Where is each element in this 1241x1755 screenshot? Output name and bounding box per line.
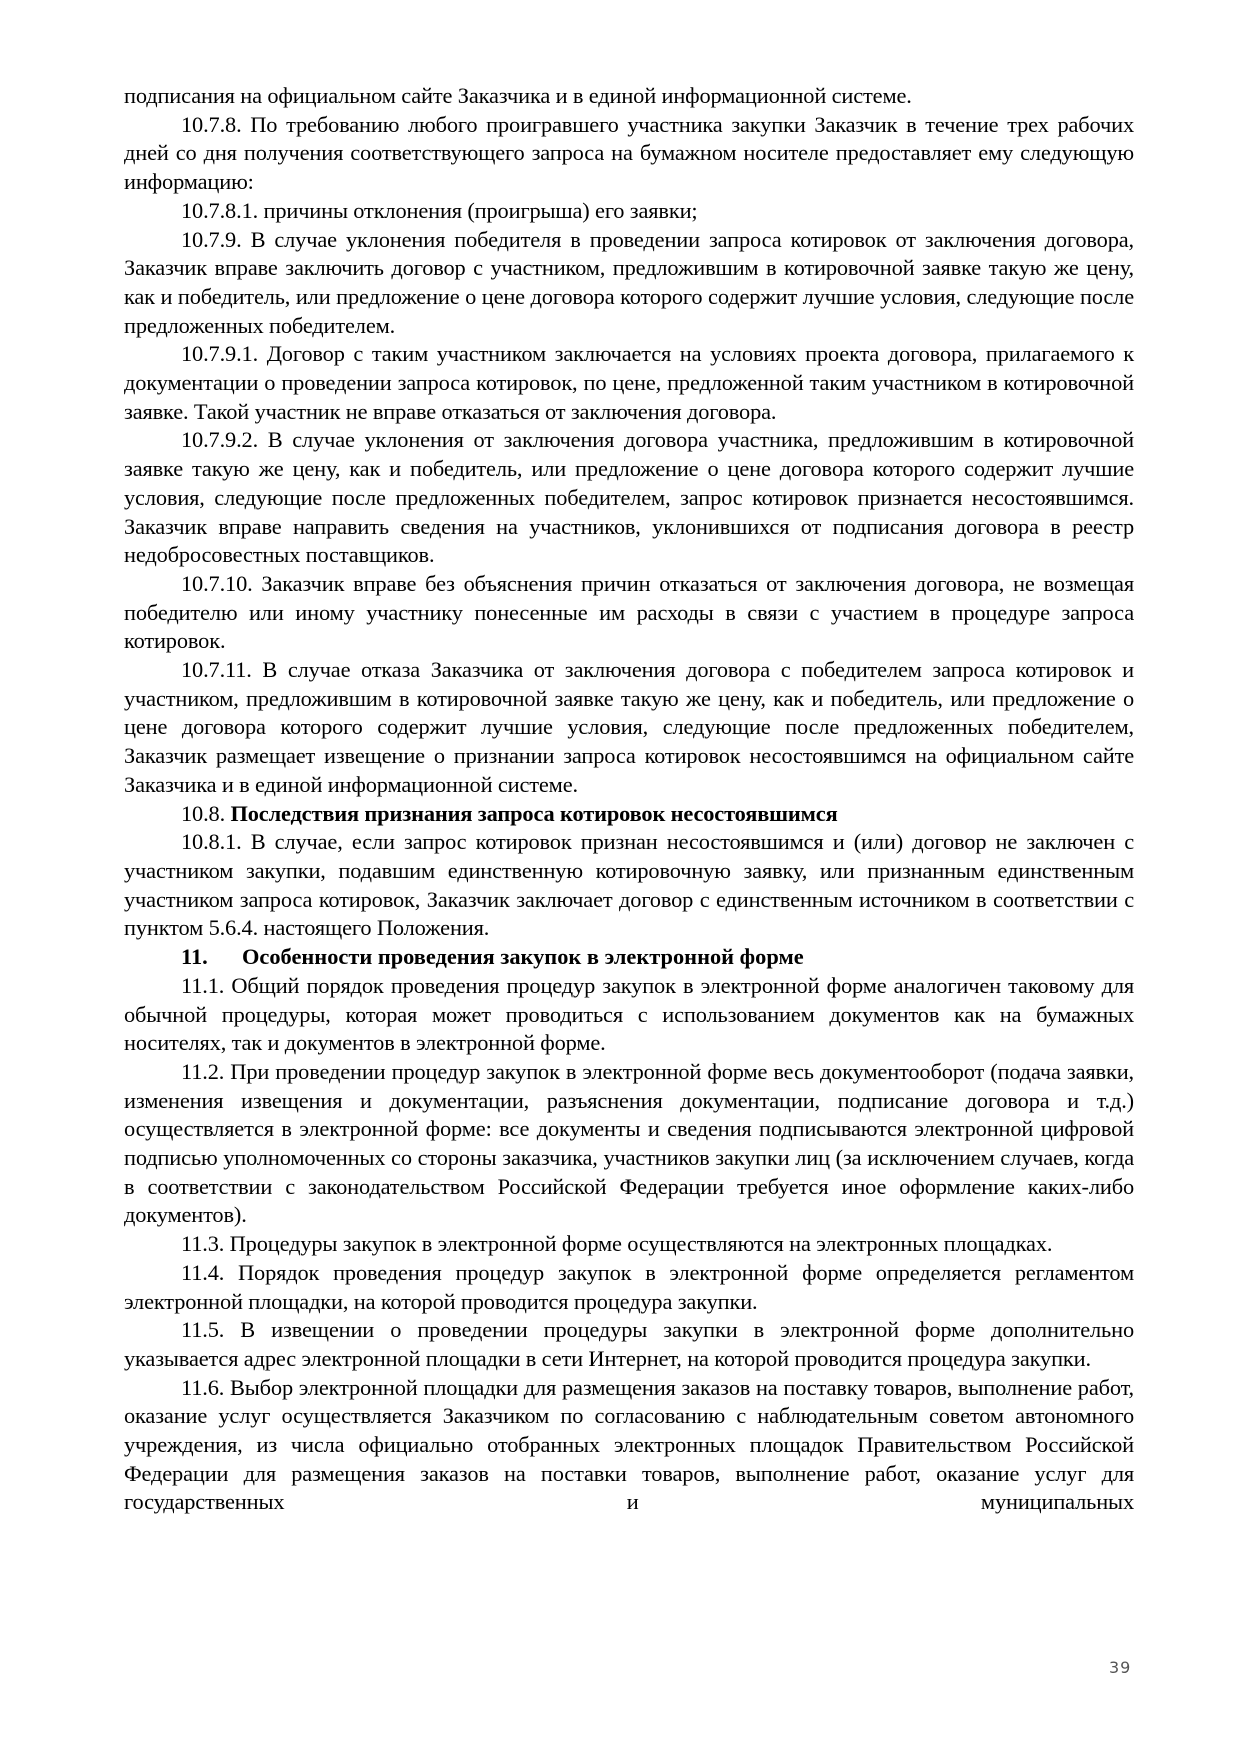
paragraph-11-1 (124, 972, 1134, 1058)
clause-text: В извещении о проведении процедуры закупки в электронной форме дополнительно указывается адрес электронной площадки в сети Интернет, на которой проводится процедура закупки. (124, 1317, 1134, 1371)
clause-text: причины отклонения (проигрыша) его заявки; (263, 197, 698, 223)
clause-text: В случае уклонения победителя в проведении запроса котировок от заключения договора, Заказчик вправе заключить договор с участником, предложившим в котировочной заявке такую же цену, как и победитель, или предложение о цене договора которого содержит лучшие условия, следующие после предложенных победителем. (124, 226, 1134, 338)
clause-text: В случае отказа Заказчика от заключения договора с победителем запроса котировок и участником, предложившим в котировочной заявке такую же цену, как и победитель, или предложение о цене договора которого содержит лучшие условия, следующие после предложенных победителем, Заказчик размещает извещение о признании запроса котировок несостоявшимся на официальном сайте Заказчика и в единой информационной системе. (124, 657, 1135, 797)
clause-text: Процедуры закупок в электронной форме осуществляются на электронных площадках. (229, 1231, 1053, 1257)
section-heading-11 (124, 943, 1134, 972)
section-title: Особенности проведения закупок в электронной форме (242, 944, 804, 970)
paragraph-11-3 (124, 1230, 1134, 1259)
clause-number: 10.7.9.1. (181, 341, 259, 367)
paragraph-continuation: подписания на официальном сайте Заказчика и в единой информационной системе. (124, 83, 912, 108)
clause-number: 10.7.8.1. (181, 197, 259, 223)
clause-text: Общий порядок проведения процедур закупок в электронной форме аналогичен таковому для обычной процедуры, которая может проводиться с использованием документов как на бумажных носителях, так и документов в электронной форме. (124, 972, 1134, 1056)
clause-text: В случае, если запрос котировок признан несостоявшимся и (или) договор не заключен с участником закупки, подавшим единственную котировочную заявку, или признанным единственным участником запроса котировок, Заказчик заключает договор с единственным источником в соответствии с пунктом 5.6.4. настоящего Положения. (124, 829, 1135, 941)
paragraph-10-7-10 (124, 570, 1134, 656)
subsection-heading-10-8 (124, 800, 1134, 829)
paragraph-10-7-9 (124, 226, 1134, 341)
clause-number: 11.6. (181, 1374, 225, 1400)
clause-number: 10.7.9.2. (181, 427, 259, 453)
clause-number: 10.8. (181, 800, 226, 826)
clause-number: 11.4. (181, 1259, 225, 1285)
clause-text: Порядок проведения процедур закупок в электронной форме определяется регламентом электронной площадки, на которой проводится процедура закупки. (124, 1259, 1135, 1314)
paragraph-10-7-11 (124, 656, 1134, 800)
paragraph-10-7-9-1 (124, 340, 1134, 426)
clause-number: 10.7.8. (181, 111, 242, 137)
paragraph-10-7-8-1 (124, 197, 1134, 226)
clause-number: 10.8.1. (181, 829, 242, 855)
clause-number: 11.3. (181, 1231, 225, 1257)
clause-text: По требованию любого проигравшего участника закупки Заказчик в течение трех рабочих дней со дня получения соответствующего запроса на бумажном носителе предоставляет ему следующую информацию: (124, 111, 1134, 195)
paragraph-10-7-9-2 (124, 426, 1134, 570)
clause-text: В случае уклонения от заключения договора участника, предложившим в котировочной заявке такую же цену, как и победитель, или предложение о цене договора которого содержит лучшие условия, следующие после предложенных победителем, запрос котировок признается несостоявшимся. Заказчик вправе направить сведения на участников, уклонившихся от подписания договора в реестр недобросовестных поставщиков. (124, 427, 1134, 568)
page-number: 39 (1109, 1658, 1132, 1677)
clause-number: 10.7.11. (181, 657, 252, 683)
clause-number: 11.1. (181, 972, 225, 998)
document-page (124, 82, 1134, 1517)
clause-number: 11.5. (181, 1317, 225, 1343)
paragraph-11-6 (124, 1374, 1134, 1518)
section-number: 11. (181, 944, 208, 970)
clause-number: 10.7.10. (181, 570, 253, 596)
clause-text: При проведении процедур закупок в электронной форме весь документооборот (подача заявки, изменения извещения и документации, разъяснения документации, подписание договора и т.д.) осуществляется в электронной форме: все документы и сведения подписываются электронной цифровой подписью уполномоченных со стороны заказчика, участников закупки лиц (за исключением случаев, когда в соответствии с законодательством Российской Федерации требуется иное оформление каких-либо документов). (124, 1058, 1134, 1228)
clause-number: 10.7.9. (181, 226, 242, 252)
subsection-title: Последствия признания запроса котировок несостоявшимся (230, 800, 838, 826)
clause-text: Выбор электронной площадки для размещения заказов на поставку товаров, выполнение работ, оказание услуг осуществляется Заказчиком по согласованию с наблюдательным советом автономного учреждения, из числа официально отобранных электронных площадок Правительством Российской Федерации для размещения заказов на поставки товаров, выполнение работ, оказание услуг для государственных и муниципальных (124, 1374, 1134, 1515)
paragraph-11-2 (124, 1058, 1134, 1230)
paragraph-11-5 (124, 1316, 1134, 1373)
clause-number: 11.2. (181, 1058, 225, 1084)
clause-text: Заказчик вправе без объяснения причин отказаться от заключения договора, не возмещая победителю или иному участнику понесенные им расходы в связи с участием в процедуре запроса котировок. (124, 570, 1134, 654)
paragraph-10-7-8 (124, 111, 1134, 197)
clause-text: Договор с таким участником заключается на условиях проекта договора, прилагаемого к документации о проведении запроса котировок, по цене, предложенной таким участником в котировочной заявке. Такой участник не вправе отказаться от заключения договора. (124, 341, 1134, 424)
paragraph-10-8-1 (124, 828, 1134, 943)
paragraph-11-4 (124, 1259, 1134, 1316)
